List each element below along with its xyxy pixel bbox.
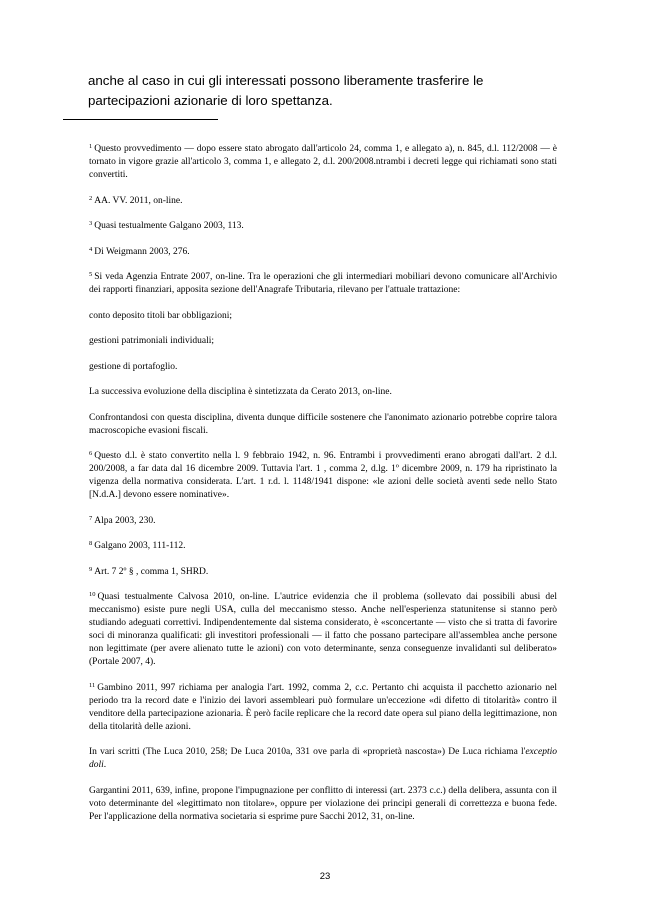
footnotes (89, 143, 557, 836)
footnote-number: 7 (89, 514, 93, 522)
footnote-5 (89, 271, 557, 297)
body-paragraph: anche al caso in cui gli interessati possono liberamente trasferire le partecipazioni azionarie di loro spettanza. (88, 73, 484, 108)
footnote-text: Gambino 2011, 997 richiama per analogia l'art. 1992, comma 2, c.c. Pertanto chi acquista il pacchetto azionario nel periodo tra la record date e l'inizio dei lavori assembleari può formulare un'eccezione «di difetto di titolarità» contro il venditore della partecipazione azionaria. È però facile replicare che la record date opera sul piano della legittimazione, non della titolarità delle azioni. (89, 682, 557, 732)
footnote-4 (89, 246, 557, 259)
footnote-number: 6 (89, 450, 93, 457)
footnote-number: 5 (89, 271, 93, 278)
italic-term: exceptio doli (89, 747, 557, 770)
footnote-10 (89, 591, 557, 669)
footnote-number: 1 (89, 143, 93, 150)
footnote-8 (89, 540, 557, 553)
footnote-number: 4 (89, 245, 93, 253)
footnote-1 (89, 143, 557, 182)
footnote-text: Questo provvedimento — dopo essere stato abrogato dall'articolo 24, comma 1, e allegato a), n. 845, d.l. 112/2008 — è tornato in vigore grazie all'articolo 3, comma 1, e allegato 2, d.l. 200/2008.ntrambi i decreti legge qui richiamati sono stati convertiti. (89, 144, 557, 180)
footnote-number: 10 (89, 591, 96, 598)
footnote-separator (63, 119, 218, 120)
footnote-number: 2 (89, 194, 93, 202)
footnote-11-paragraph (89, 746, 557, 772)
footnote-3 (89, 220, 557, 233)
footnote-number: 11 (89, 681, 96, 689)
footnote-text: Di Weigmann 2003, 276. (94, 246, 190, 257)
footnote-5-paragraph: Confrontandosi con questa disciplina, diventa dunque difficile sostenere che l'anonimato azionario potrebbe coprire talora macroscopiche evasioni fiscali. (89, 412, 557, 436)
page-number: 23 (319, 871, 331, 882)
footnote-text: AA. VV. 2011, on-line. (94, 195, 183, 206)
footnote-text: Quasi testualmente Galgano 2003, 113. (94, 221, 244, 231)
footnote-text: Art. 7 2º § , comma 1, SHRD. (94, 566, 209, 577)
footnote-text: Galgano 2003, 111-112. (94, 541, 186, 551)
footnote-2 (89, 195, 557, 208)
footnote-11 (89, 682, 557, 734)
footnote-5-paragraph: La successiva evoluzione della disciplina è sintetizzata da Cerato 2013, on-line. (89, 387, 392, 397)
footnote-number: 8 (89, 540, 93, 547)
footnote-6 (89, 450, 557, 502)
footnote-7 (89, 515, 557, 528)
footnote-5-item: gestioni patrimoniali individuali; (89, 336, 215, 346)
footnote-11-paragraph: Gargantini 2011, 639, infine, propone l'impugnazione per conflitto di interessi (art. 2373 c.c.) della delibera, assunta con il voto determinante del «legittimato non titolare», oppure per violazione dei principi generali di correttezza e buona fede. Per l'applicazione della normativa societaria si esprime pure Sacchi 2012, 31, on-line. (89, 785, 557, 822)
footnote-text: Alpa 2003, 230. (94, 515, 156, 526)
footnote-text: In vari scritti (The Luca 2010, 258; De Luca 2010a, 331 ove parla di «proprietà nascosta») De Luca richiama l' (89, 747, 526, 757)
footnote-number: 9 (89, 565, 93, 573)
footnote-number: 3 (89, 220, 93, 227)
footnote-text: Questo d.l. è stato convertito nella l. 9 febbraio 1942, n. 96. Entrambi i provvedimenti erano abrogati dall'art. 2 d.l. 200/2008, a far data dal 16 dicembre 2009. Tuttavia l'art. 1 , comma 2, d.lg. 1º dicembre 2009, n. 179 ha ripristinato la vigenza della normativa considerata. L'art. 1 r.d. l. 1148/1941 dispone: «le azioni delle società aventi sede nello Stato [N.d.A.] devono essere nominative». (89, 451, 557, 500)
footnote-5-item: gestione di portafoglio. (89, 361, 178, 372)
footnote-text: Quasi testualmente Calvosa 2010, on-line. L'autrice evidenzia che il problema (sollevato dai possibili abusi del meccanismo) esiste pure negli USA, culla del meccanismo stesso. Anche nell'esperienza statunitense si stanno però studiando adeguati correttivi. Indipendentemente dal sistema considerato, è «sconcertante — visto che si tratta di favorire soci di minoranza qualificati: gli investitori professionali — il fatto che possano partecipare all'assemblea anche persone non legittimate (per avere alienato tutte le azioni) con voto determinante, senza conseguenze invalidanti sul deliberato» (Portale 2007, 4). (89, 592, 557, 667)
footnote-9 (89, 566, 557, 579)
footnote-text: . (103, 760, 107, 770)
footnote-text: Si veda Agenzia Entrate 2007, on-line. Tra le operazioni che gli intermediari mobiliari devono comunicare all'Archivio dei rapporti finanziari, apposita sezione dell'Anagrafe Tributaria, rilevano per l'attuale trattazione: (89, 272, 557, 295)
footnote-5-item: conto deposito titoli bar obbligazioni; (89, 310, 233, 321)
